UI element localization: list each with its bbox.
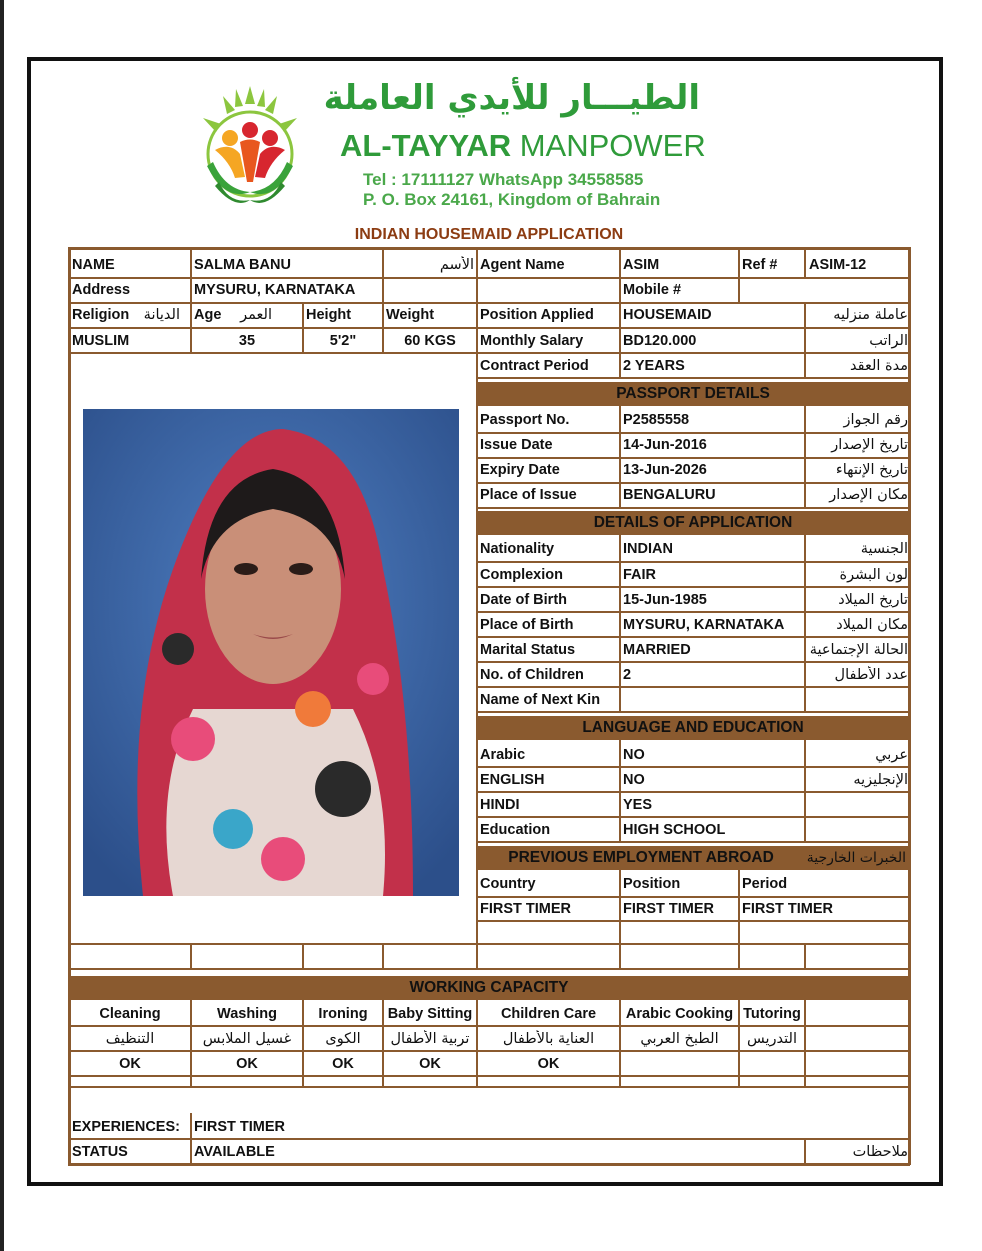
table-border-bottom [68,1163,910,1166]
skill-name-ar: العناية بالأطفال [502,1031,595,1047]
row-line [476,482,910,484]
height-label: Height [306,307,352,323]
row-line [68,1086,910,1088]
skill-name-ar: الكوى [325,1031,361,1047]
col-line [738,870,740,968]
col-line [619,406,621,509]
application-value: 2 [623,667,632,683]
passport-heading: PASSPORT DETAILS [476,382,910,406]
salary-value: BD120.000 [623,333,697,349]
working-heading: WORKING CAPACITY [68,976,910,1000]
mobile-label: Mobile # [623,282,682,298]
skill-name: Baby Sitting [387,1006,473,1022]
employment-position: FIRST TIMER [623,901,715,917]
position-value: HOUSEMAID [623,307,712,323]
col-line [738,247,740,302]
application-value: 15-Jun-1985 [623,592,707,608]
skill-name-ar: التدريس [747,1031,797,1047]
skill-name: Children Care [500,1006,597,1022]
application-label-ar: عدد الأطفال [834,667,908,683]
row-line [68,1138,910,1140]
application-label-ar: الحالة الإجتماعية [809,642,908,658]
row-line [476,586,910,588]
col-line [619,870,621,968]
status-value: AVAILABLE [194,1144,275,1160]
language-label-ar: عربي [875,747,908,763]
company-name-arabic: الطيـــار للأيدي العاملة [323,78,700,118]
name-label: NAME [72,257,115,273]
application-label: Place of Birth [480,617,574,633]
ref-value: ASIM-12 [809,257,867,273]
row-line [476,791,910,793]
age-label-ar: العمر [240,307,272,323]
employment-period: FIRST TIMER [742,901,834,917]
col-line [804,1000,806,1088]
height-value: 5'2" [329,333,357,349]
language-label-ar: الإنجليزيه [853,772,908,788]
skill-value: OK [537,1056,560,1072]
col-line [382,943,384,968]
row-line [476,841,910,843]
passport-value: 14-Jun-2016 [623,437,707,453]
experiences-value: FIRST TIMER [194,1119,286,1135]
skill-name-ar: تربية الأطفال [390,1031,470,1047]
salary-label-ar: الراتب [869,333,908,349]
application-value: INDIAN [623,541,673,557]
col-line [804,406,806,509]
col-period: Period [742,876,788,892]
row-line [68,1075,910,1077]
skill-name: Ironing [318,1006,368,1022]
col-line [619,740,621,843]
row-line [476,636,910,638]
contact-address: P. O. Box 24161, Kingdom of Bahrain [363,190,661,209]
row-line [68,1050,910,1052]
page-edge [0,0,4,1251]
passport-value: 13-Jun-2026 [623,462,707,478]
employment-heading [476,846,910,870]
application-label: Name of Next Kin [480,692,601,708]
language-label: Education [480,822,551,838]
col-line [476,943,478,968]
employment-country: FIRST TIMER [480,901,572,917]
skill-value: OK [332,1056,354,1072]
row-line [68,327,910,329]
col-country: Country [480,876,536,892]
table-border-left [68,247,71,1165]
application-heading: DETAILS OF APPLICATION [476,511,910,535]
col-line [804,247,806,277]
skill-name: Tutoring [743,1006,801,1022]
contract-label-ar: مدة العقد [850,358,908,374]
col-position: Position [623,876,681,892]
weight-value: 60 KGS [404,333,456,349]
weight-label: Weight [386,307,435,323]
status-label: STATUS [72,1144,128,1160]
passport-label: Expiry Date [480,462,560,478]
row-line [476,711,910,713]
religion-label: Religion [72,307,130,323]
language-label: ENGLISH [480,772,545,788]
name-value: SALMA BANU [194,257,291,273]
row-line [476,920,910,922]
contract-value: 2 YEARS [623,358,685,374]
application-value: MYSURU, KARNATAKA [623,617,785,633]
application-label-ar: تاريخ الميلاد [838,592,908,608]
skill-name-ar: الطبخ العربي [640,1031,719,1047]
religion-label-ar: الديانة [143,307,180,323]
company-name-rest: MANPOWER [519,128,706,163]
religion-value: MUSLIM [72,333,130,349]
contact-phone: Tel : 17111127 WhatsApp 34558585 [363,170,644,189]
application-label: Marital Status [480,642,576,658]
passport-label: Passport No. [480,412,570,428]
row-line [68,352,910,354]
passport-label-ar: مكان الإصدار [829,487,908,503]
skill-name-ar: غسيل الملابس [202,1031,292,1047]
row-line [476,561,910,563]
row-line [68,968,910,970]
agent-value: ASIM [623,257,660,273]
col-line [804,302,806,379]
skill-name: Cleaning [99,1006,161,1022]
agent-label: Agent Name [480,257,565,273]
contract-label: Contract Period [480,358,589,374]
language-value: NO [623,747,645,763]
table-border-top [68,247,910,250]
applicant-photo [83,409,459,896]
row-line [476,766,910,768]
passport-label: Issue Date [480,437,553,453]
application-label-ar: الجنسية [860,541,908,557]
row-line [68,277,910,279]
row-line [476,377,910,379]
salary-label: Monthly Salary [480,333,584,349]
application-value: MARRIED [623,642,691,658]
ref-label: Ref # [742,257,778,273]
col-line [804,740,806,843]
language-label: HINDI [480,797,520,813]
application-label: No. of Children [480,667,584,683]
row-line [68,302,910,304]
skill-value: OK [236,1056,258,1072]
position-label: Position Applied [480,307,594,323]
application-label: Nationality [480,541,555,557]
language-label: Arabic [480,747,526,763]
row-line [476,432,910,434]
language-value: HIGH SCHOOL [623,822,726,838]
col-line [619,247,621,379]
row-line [476,457,910,459]
employment-heading-en: PREVIOUS EMPLOYMENT ABROAD [508,849,774,866]
row-line [476,507,910,509]
passport-value: P2585558 [623,412,690,428]
skill-name: Arabic Cooking [625,1006,734,1022]
application-label-ar: مكان الميلاد [836,617,908,633]
skill-name-ar: التنظيف [105,1031,155,1047]
col-line [804,1138,806,1165]
row-line [476,816,910,818]
language-value: NO [623,772,645,788]
company-name-english [340,128,706,164]
application-label-ar: لون البشرة [839,567,908,583]
skill-value: OK [119,1056,141,1072]
application-value: FAIR [623,567,657,583]
skill-value: OK [419,1056,441,1072]
passport-label-ar: رقم الجواز [843,412,908,428]
passport-value: BENGALURU [623,487,716,503]
col-line [302,943,304,968]
remarks-label-ar: ملاحظات [852,1144,908,1160]
passport-label-ar: تاريخ الإنتهاء [835,462,908,478]
passport-label-ar: تاريخ الإصدار [831,437,908,453]
row-line [68,943,910,945]
application-label: Complexion [480,567,563,583]
address-label: Address [72,282,131,298]
language-heading: LANGUAGE AND EDUCATION [476,716,910,740]
address-value: MYSURU, KARNATAKA [194,282,356,298]
language-value: YES [623,797,653,813]
row-line [476,661,910,663]
passport-label: Place of Issue [480,487,577,503]
experiences-label: EXPERIENCES: [72,1119,180,1135]
company-logo [185,82,315,222]
row-line [68,1025,910,1027]
row-line [476,686,910,688]
employment-heading-ar: الخبرات الخارجية [806,850,906,866]
application-label: Date of Birth [480,592,567,608]
row-line [476,896,910,898]
company-name-bold: AL-TAYYAR [340,128,512,163]
age-label: Age [194,307,222,323]
age-value: 35 [238,333,256,349]
document-title: INDIAN HOUSEMAID APPLICATION [354,226,624,243]
col-line [190,943,192,968]
name-label-ar: الأسم [439,257,474,273]
col-line [804,943,806,968]
row-line [476,611,910,613]
skill-name: Washing [217,1006,277,1022]
position-label-ar: عاملة منزليه [833,307,908,323]
col-line [619,535,621,713]
